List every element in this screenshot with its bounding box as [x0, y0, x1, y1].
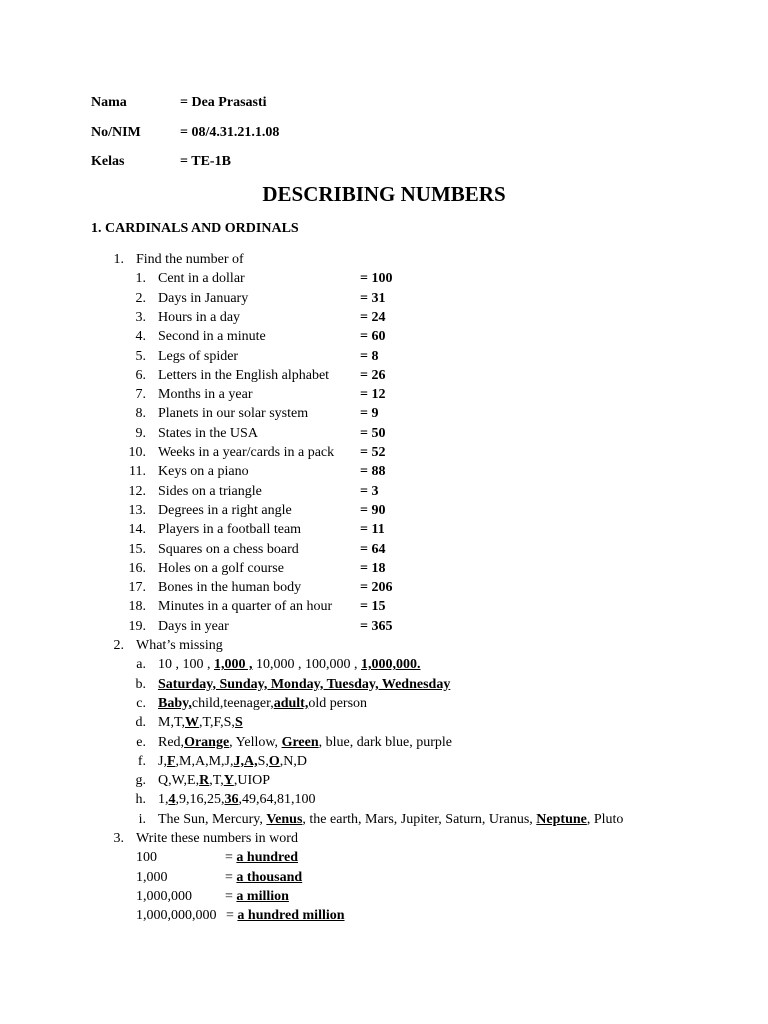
equals-sign: = — [226, 908, 238, 924]
item-answer: = 100 — [360, 271, 393, 287]
kelas-value: = TE-1B — [180, 154, 231, 169]
item-text — [158, 733, 452, 752]
item-text: Minutes in a quarter of an hour — [158, 599, 333, 615]
item-letter: d. — [135, 715, 146, 731]
given-text: 10,000 , 100,000 , — [252, 657, 361, 673]
item-text: States in the USA — [158, 425, 258, 441]
item-number: 13. — [128, 502, 146, 518]
item-letter: e. — [136, 734, 146, 750]
item-text — [158, 771, 270, 790]
equals-sign: = — [225, 850, 237, 866]
item-letter: b. — [135, 676, 146, 692]
item-letter: c. — [136, 695, 146, 711]
given-text: , the earth, Mars, Jupiter, Saturn, Uranus, — [302, 811, 537, 827]
missing-answer: Venus — [266, 811, 303, 827]
given-text: Red, — [158, 734, 185, 750]
item-number: 12. — [128, 483, 146, 499]
given-text: ,T,F,S, — [198, 715, 235, 731]
item-text: Holes on a golf course — [158, 560, 284, 576]
missing-answer: Orange — [184, 734, 230, 750]
given-text: , blue, dark blue, purple — [318, 734, 452, 750]
item-text: Squares on a chess board — [158, 541, 299, 557]
item-text: Letters in the English alphabet — [158, 367, 330, 383]
item-answer: = 365 — [360, 618, 393, 634]
nama-label: Nama — [91, 95, 127, 110]
item-answer: = 11 — [360, 522, 385, 538]
item-text: Planets in our solar system — [158, 406, 309, 422]
given-text: child,teenager, — [191, 695, 274, 711]
given-text: , Yellow, — [229, 734, 282, 750]
equals-sign: = — [225, 888, 237, 904]
item-text: Players in a football team — [158, 522, 302, 538]
item-answer: = 3 — [360, 483, 379, 499]
item-text — [158, 790, 316, 809]
number-value: 1,000,000 — [136, 888, 192, 904]
item-text — [158, 752, 307, 771]
item-number: 2. — [135, 290, 146, 306]
item-answer: = 31 — [360, 290, 386, 306]
item-number: 14. — [128, 522, 146, 538]
given-text: ,N,D — [279, 753, 308, 769]
item-text — [158, 810, 623, 829]
item-letter: g. — [135, 773, 146, 789]
missing-answer: 4 — [168, 792, 176, 808]
page-title: DESCRIBING NUMBERS — [262, 182, 506, 206]
item-answer: = 8 — [360, 348, 379, 364]
number-value: 1,000,000,000 — [136, 908, 217, 924]
item-text: Weeks in a year/cards in a pack — [158, 445, 335, 460]
kelas-label: Kelas — [91, 154, 125, 169]
item-number: 8. — [135, 406, 146, 422]
item-text — [158, 694, 367, 713]
missing-answer: W — [184, 715, 199, 731]
item-number: 17. — [128, 580, 146, 596]
missing-answer: S — [234, 715, 243, 731]
item-number: 10. — [128, 445, 146, 460]
item-text: Keys on a piano — [158, 464, 249, 480]
missing-answer: Saturday, Sunday, Monday, Tuesday, Wednesday — [158, 676, 451, 692]
item-answer: = 50 — [360, 425, 386, 441]
item-letter: a. — [136, 657, 146, 673]
item-answer: = 206 — [360, 580, 393, 596]
item-number: 9. — [135, 425, 146, 441]
question-number: 3. — [113, 831, 124, 846]
given-text: ,49,64,81,100 — [238, 792, 316, 808]
item-text: Hours in a day — [158, 309, 241, 325]
number-word — [226, 906, 345, 925]
item-number: 3. — [135, 309, 146, 325]
given-text: J, — [158, 753, 167, 769]
item-answer: = 60 — [360, 329, 386, 345]
missing-answer: O — [268, 753, 280, 769]
item-answer: = 9 — [360, 406, 379, 422]
missing-answer: Baby, — [158, 695, 192, 711]
nim-label: No/NIM — [91, 125, 141, 140]
item-answer: = 15 — [360, 599, 386, 615]
given-text: S, — [257, 753, 269, 769]
item-number: 5. — [135, 348, 146, 364]
item-text: Bones in the human body — [158, 580, 302, 596]
word-answer: a hundred — [236, 850, 299, 866]
item-number: 11. — [129, 464, 146, 480]
number-value: 1,000 — [136, 869, 168, 885]
given-text: ,T, — [209, 773, 224, 789]
given-text: ,M,A,M,J, — [175, 753, 234, 769]
item-answer: = 64 — [360, 541, 386, 557]
word-answer: a thousand — [236, 869, 303, 885]
missing-answer: J,A, — [233, 753, 258, 769]
question-prompt: What’s missing — [136, 638, 223, 653]
missing-answer: adult, — [273, 695, 309, 711]
question-number: 1. — [113, 252, 124, 267]
given-text: , Pluto — [586, 811, 624, 827]
number-word — [225, 887, 289, 906]
missing-answer: R — [199, 773, 210, 789]
section-title: 1. CARDINALS AND ORDINALS — [91, 221, 299, 236]
item-text: Days in year — [158, 618, 229, 634]
word-answer: a million — [236, 888, 289, 904]
number-value: 100 — [136, 850, 157, 866]
item-text: Degrees in a right angle — [158, 502, 292, 518]
item-text — [158, 655, 421, 674]
equals-sign: = — [225, 869, 237, 885]
item-letter: h. — [135, 792, 146, 808]
item-answer: = 90 — [360, 502, 386, 518]
item-number: 15. — [128, 541, 146, 557]
item-answer: = 12 — [360, 387, 386, 403]
item-text — [158, 713, 243, 732]
item-number: 19. — [128, 618, 146, 634]
item-text: Second in a minute — [158, 329, 266, 345]
item-text: Days in January — [158, 290, 249, 306]
nim-value: = 08/4.31.21.1.08 — [180, 125, 280, 140]
missing-answer: 1,000 , — [214, 657, 253, 673]
missing-answer: Neptune — [536, 811, 587, 827]
given-text: M,T, — [158, 715, 185, 731]
item-number: 16. — [128, 560, 146, 576]
item-letter: i. — [138, 811, 146, 827]
item-text: Legs of spider — [158, 348, 239, 364]
question-prompt: Write these numbers in word — [136, 831, 298, 846]
given-text: 1, — [158, 792, 169, 808]
number-word — [225, 848, 298, 867]
question-number: 2. — [113, 638, 124, 653]
nama-value: = Dea Prasasti — [180, 95, 267, 110]
item-number: 6. — [135, 367, 146, 383]
missing-answer: F — [166, 753, 176, 769]
given-text: ,9,16,25, — [175, 792, 225, 808]
item-text: Cent in a dollar — [158, 271, 245, 287]
given-text: The Sun, Mercury, — [158, 811, 267, 827]
item-text: Months in a year — [158, 387, 253, 403]
item-text: Sides on a triangle — [158, 483, 262, 499]
item-answer: = 88 — [360, 464, 386, 480]
item-text — [158, 675, 450, 694]
item-answer: = 18 — [360, 560, 386, 576]
item-number: 4. — [135, 329, 146, 345]
given-text: Q,W,E, — [158, 773, 200, 789]
given-text: old person — [308, 695, 368, 711]
given-text: 10 , 100 , — [158, 657, 214, 673]
given-text: ,UIOP — [233, 773, 271, 789]
missing-answer: Y — [223, 773, 234, 789]
item-letter: f. — [137, 753, 146, 769]
number-word — [225, 868, 302, 887]
item-number: 1. — [135, 271, 146, 287]
missing-answer: Green — [281, 734, 319, 750]
item-number: 7. — [135, 387, 146, 403]
question-prompt: Find the number of — [136, 252, 244, 267]
missing-answer: 1,000,000. — [361, 657, 421, 673]
item-answer: = 52 — [360, 445, 386, 460]
item-answer: = 24 — [360, 309, 386, 325]
item-number: 18. — [128, 599, 146, 615]
item-answer: = 26 — [360, 367, 386, 383]
word-answer: a hundred million — [237, 908, 345, 924]
missing-answer: 36 — [224, 792, 239, 808]
